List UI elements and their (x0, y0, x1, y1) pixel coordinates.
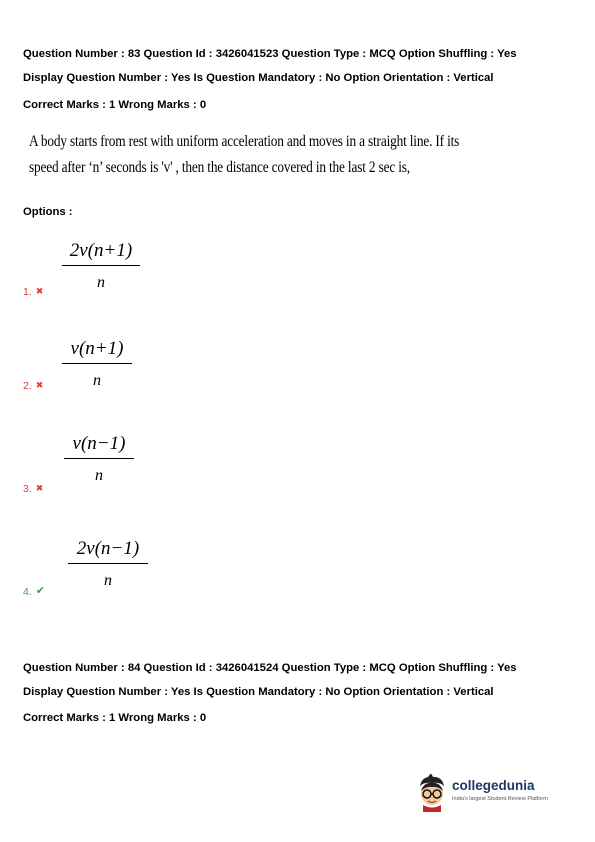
fraction-bar (62, 363, 132, 364)
question-meta-line: Display Question Number : Yes Is Question Mandatory : No Option Orientation : Vertical (23, 686, 494, 698)
student-mascot-icon (414, 774, 450, 812)
option-number-label: 2. (23, 380, 32, 392)
option-denominator: n (97, 274, 105, 291)
question-meta-line: Display Question Number : Yes Is Question Mandatory : No Option Orientation : Vertical (23, 72, 494, 84)
option-3-formula (64, 433, 134, 485)
option-number-label: 4. (23, 586, 32, 598)
fraction-bar (64, 458, 134, 459)
option-2-formula (62, 338, 132, 390)
option-numerator: 2v(n−1) (76, 538, 140, 559)
marks-line: Correct Marks : 1 Wrong Marks : 0 (23, 712, 207, 724)
option-numerator: v(n−1) (72, 433, 126, 454)
option-4-formula (68, 538, 148, 590)
option-denominator: n (93, 372, 101, 389)
option-1-number (23, 286, 43, 298)
option-number-label: 1. (23, 286, 32, 298)
option-2-number (23, 380, 43, 392)
cross-icon: ✖ (35, 286, 44, 296)
option-denominator: n (104, 572, 112, 589)
logo-tagline: India's largest Student Review Platform (452, 796, 548, 802)
marks-line: Correct Marks : 1 Wrong Marks : 0 (23, 99, 207, 111)
cross-icon: ✖ (35, 380, 44, 390)
logo-wordmark: collegedunia (452, 778, 535, 793)
option-4-number (23, 584, 45, 598)
question-meta-line: Question Number : 83 Question Id : 3426041523 Question Type : MCQ Option Shuffling : Yes (23, 48, 517, 60)
option-numerator: 2v(n+1) (69, 240, 133, 261)
options-label: Options : (23, 206, 73, 218)
option-denominator: n (95, 467, 103, 484)
option-number-label: 3. (23, 483, 32, 495)
option-numerator: v(n+1) (70, 338, 124, 359)
option-1-formula (62, 240, 140, 292)
fraction-bar (68, 563, 148, 564)
fraction-bar (62, 265, 140, 266)
question-text: A body starts from rest with uniform acceleration and moves in a straight line. If its (29, 133, 460, 150)
question-meta-line: Question Number : 84 Question Id : 3426041524 Question Type : MCQ Option Shuffling : Yes (23, 662, 517, 674)
cross-icon: ✖ (35, 483, 44, 493)
option-3-number (23, 483, 43, 495)
collegedunia-logo (414, 774, 564, 814)
question-text: speed after ‘n’ seconds is 'v' , then the distance covered in the last 2 sec is, (29, 159, 410, 176)
check-icon: ✔ (35, 585, 45, 597)
